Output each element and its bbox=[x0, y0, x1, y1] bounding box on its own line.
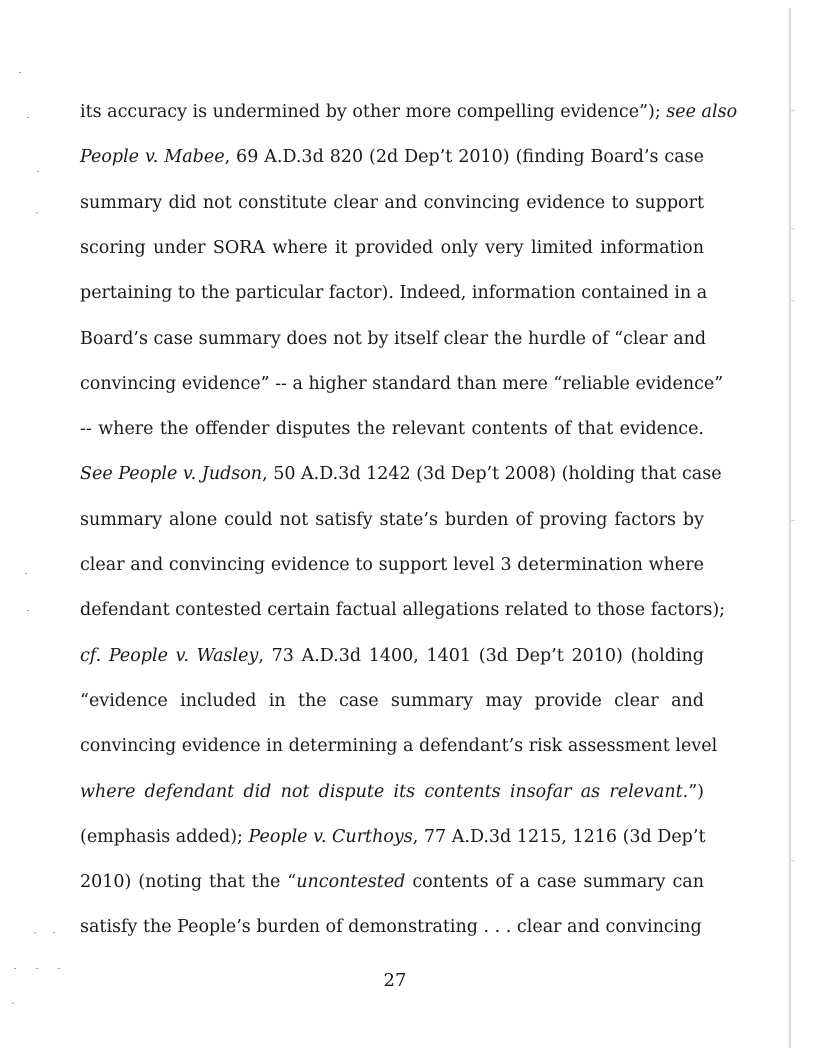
scan-edge-mark bbox=[791, 860, 795, 861]
italic-citation: See People v. Judson bbox=[80, 464, 263, 485]
text-run: , 77 A.D.3d 1215, 1216 (3d Dep’t bbox=[412, 826, 706, 847]
text-run: “evidence included in the case summary may provide clear and bbox=[80, 690, 704, 711]
text-line bbox=[80, 871, 704, 893]
scan-edge-mark bbox=[791, 110, 795, 111]
italic-citation: uncontested bbox=[296, 872, 406, 893]
text-run: convincing evidence in determining a defendant’s risk assessment level bbox=[80, 736, 718, 757]
italic-citation: where defendant did not dispute its contents insofar as relevant. bbox=[80, 781, 689, 802]
text-run: -- where the offender disputes the relevant contents of that evidence. bbox=[80, 419, 704, 440]
scan-edge-mark bbox=[791, 520, 795, 521]
text-run: summary did not constitute clear and convincing evidence to support bbox=[80, 192, 704, 213]
text-line bbox=[80, 690, 704, 712]
text-run: Board’s case summary does not by itself clear the hurdle of “clear and bbox=[80, 328, 707, 349]
text-line bbox=[80, 781, 704, 803]
text-run: (emphasis added); bbox=[80, 826, 249, 847]
text-run: contents of a case summary can bbox=[405, 872, 704, 893]
italic-citation: People v. Curthoys bbox=[248, 826, 413, 847]
text-line bbox=[80, 282, 708, 304]
text-line bbox=[80, 554, 704, 576]
scan-speck bbox=[53, 932, 55, 933]
scan-speck bbox=[14, 968, 16, 969]
text-line bbox=[80, 101, 738, 123]
text-run: , 73 A.D.3d 1400, 1401 (3d Dep’t 2010) (holding bbox=[258, 645, 704, 666]
italic-citation: People v. Mabee bbox=[80, 147, 225, 168]
text-line bbox=[80, 826, 704, 848]
text-line bbox=[80, 509, 704, 531]
text-run: pertaining to the particular factor). Indeed, information contained in a bbox=[80, 283, 708, 304]
scan-speck bbox=[36, 212, 38, 213]
scan-speck bbox=[27, 610, 29, 611]
scan-speck bbox=[12, 1003, 14, 1004]
text-run: summary alone could not satisfy state’s burden of proving factors by bbox=[80, 509, 704, 530]
text-line bbox=[80, 463, 722, 485]
italic-citation: cf. People v. Wasley bbox=[80, 645, 259, 666]
scan-speck bbox=[37, 171, 39, 172]
scan-page-edge bbox=[789, 8, 791, 1048]
page-number: 27 bbox=[383, 970, 407, 991]
scan-speck bbox=[58, 968, 60, 969]
text-line bbox=[80, 735, 718, 757]
text-line bbox=[80, 373, 724, 395]
scan-speck bbox=[19, 72, 21, 73]
scan-edge-mark bbox=[791, 228, 795, 229]
text-run: its accuracy is undermined by other more compelling evidence”); bbox=[80, 102, 667, 122]
scan-speck bbox=[36, 968, 38, 969]
text-run: scoring under SORA where it provided only very limited information bbox=[80, 237, 704, 258]
text-run: ”) bbox=[688, 781, 704, 802]
text-line bbox=[80, 146, 704, 168]
text-line bbox=[80, 192, 704, 214]
text-run: , 50 A.D.3d 1242 (3d Dep’t 2008) (holding that case bbox=[262, 464, 722, 485]
text-run: clear and convincing evidence to support level 3 determination where bbox=[80, 555, 704, 575]
text-line bbox=[80, 916, 704, 938]
text-line bbox=[80, 418, 704, 440]
text-line bbox=[80, 645, 704, 667]
text-run: satisfy the People’s burden of demonstrating . . . clear and convincing bbox=[80, 917, 702, 938]
scan-speck bbox=[25, 573, 27, 574]
italic-citation: see also bbox=[666, 102, 738, 122]
text-run: convincing evidence” -- a higher standard than mere “reliable evidence” bbox=[80, 373, 724, 394]
text-run: , 69 A.D.3d 820 (2d Dep’t 2010) (finding Board’s case bbox=[224, 147, 704, 168]
scan-edge-mark bbox=[791, 300, 795, 301]
scan-speck bbox=[34, 932, 36, 933]
scan-speck bbox=[27, 117, 29, 118]
text-line bbox=[80, 328, 707, 350]
text-line bbox=[80, 237, 704, 259]
text-line bbox=[80, 599, 726, 621]
text-run: defendant contested certain factual allegations related to those factors); bbox=[80, 600, 726, 621]
text-run: 2010) (noting that the “ bbox=[80, 872, 297, 893]
